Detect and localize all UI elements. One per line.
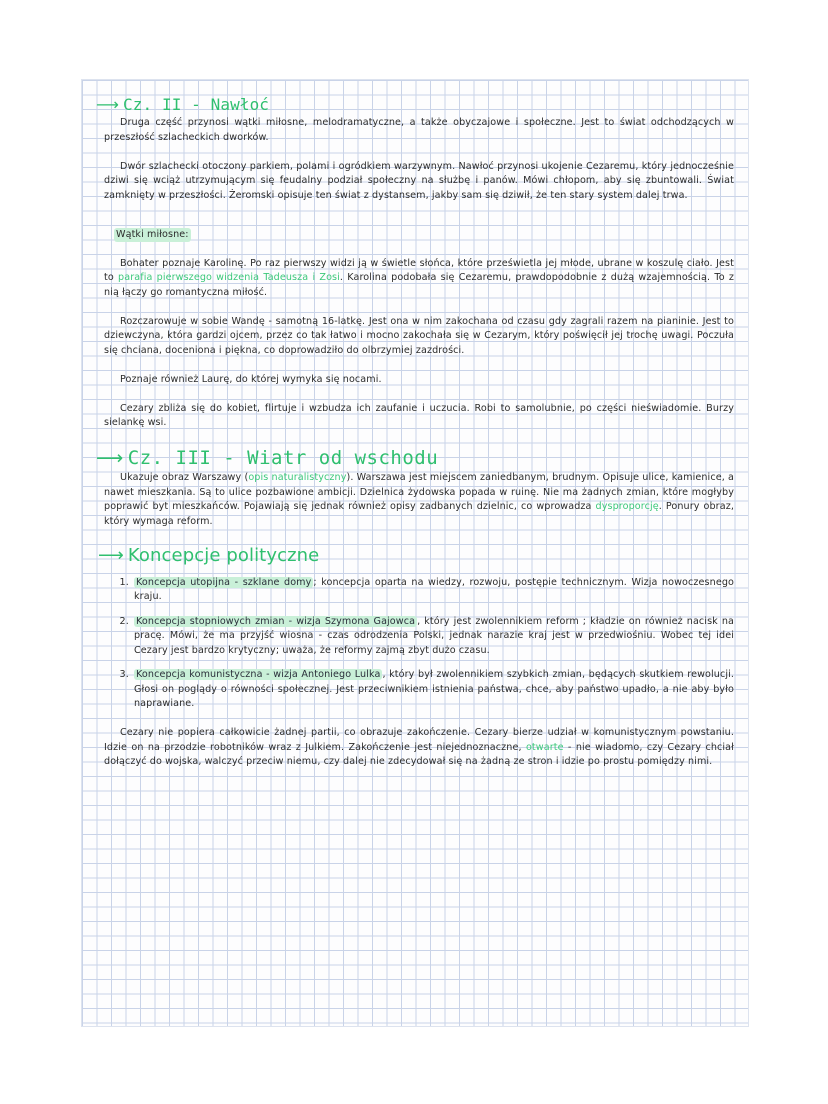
paragraph: Cezary nie popiera całkowicie żadnej partii, co obrazuje zakończenie. Cezary bierze udział w komunistycznym powstaniu. Idzie on na przodzie robotników wraz z Julkiem. Zakończenie jest niejednoznaczne, otwarte - nie wiadomo, czy Cezary chciał dołączyć do wojska, walczyć przeciw niemu, czy dalej nie zdecydował się na żadną ze stron i idzie po prostu pomiędzy nimi. <box>104 727 734 767</box>
paragraph: Cezary zbliża się do kobiet, flirtuje i wzbudza ich zaufanie i uczucia. Robi to samolubnie, po części nieświadomie. Burzy sielankę wsi. <box>104 402 734 428</box>
paragraph: Rozczarowuje w sobie Wandę - samotną 16-latkę. Jest ona w nim zakochana od czasu gdy zagrali razem na pianinie. Jest to dziewczyna, która gardzi ojcem, przez co tak łatwo i mocno zakochała się w Cezarym, który poświęcił jej trochę uwagi. Poczuła się chciana, doceniona i piękna, co doprowadziło do olbrzymiej zazdrości. <box>104 315 734 356</box>
concepts-list <box>104 576 734 712</box>
subheading-highlighted: Wątki miłosne: <box>114 228 191 243</box>
arrow-icon: ⟶ <box>96 446 124 469</box>
list-item: 3. Koncepcja komunistyczna - wizja Antoniego Lulka , który był zwolennikiem szybkich zmian, będących skutkiem rewolucji. Głosi on poglądy o równości społecznej. Jest przeciwnikiem istnienia państwa, chce, aby państwo upadło, a nie aby było naprawiane. <box>132 668 734 712</box>
notes-content <box>96 94 734 784</box>
section-title: Cz. II - Nawłoć <box>123 94 270 114</box>
paragraph: Dwór szlachecki otoczony parkiem, polami i ogródkiem warzywnym. Nawłoć przynosi ukojenie Cezaremu, który jednocześnie dziwi się wciąż utrzymującym się feudalny podział społeczny na służbę i panów. Mówi chłopom, aby się zbuntowali. Świat zamknięty w przeszłości. Żeromski opisuje ten świat z dystansem, jakby sam się dziwił, że ten stary system dalej trwa. <box>104 160 734 201</box>
highlighted-lead: Koncepcja stopniowych zmian - wizja Szymona Gajowca <box>136 615 416 627</box>
list-item: 1. Koncepcja utopijna - szklane domy ; koncepcja oparta na wiedzy, rozwoju, postępie technicznym. Wizja nowoczesnego kraju. <box>132 576 734 605</box>
section-heading-part3 <box>96 445 734 471</box>
highlighted-lead: Koncepcja utopijna - szklane domy <box>136 576 312 588</box>
section-title: Cz. III - Wiatr od wschodu <box>127 446 439 469</box>
green-annotation: parafia pierwszego widzenia Tadeusza i Zosi <box>118 272 340 283</box>
paragraph: Ukazuje obraz Warszawy (opis naturalistyczny). Warszawa jest miejscem zaniedbanym, brudnym. Opisuje ulice, kamienice, a nawet mieszkania. Są to ulice pozbawione ambicji. Dzielnica żydowska popada w ruinę. Nie ma żadnych zmian, które mogłyby poprawić byt mieszkańców. Pojawiają się jednak również opisy zadbanych dzielnic, co wprowadza dysproporcję. Ponury obraz, który wymaga reform. <box>104 472 734 527</box>
notebook-page <box>82 80 748 1026</box>
list-item: 2. Koncepcja stopniowych zmian - wizja Szymona Gajowca , który jest zwolennikiem reform ; kładzie on również nacisk na pracę. Mówi, że ma przyjść wiosna - czas odrodzenia Polski, jednak narazie kraj jest w przedwiośniu. Wobec tej idei Cezary jest bardzo krytyczny; uważa, że reformy zajmą zbyt dużo czasu. <box>132 615 734 659</box>
paragraph: Poznaje również Laurę, do której wymyka się nocami. <box>120 373 382 385</box>
paragraph: Bohater poznaje Karolinę. Po raz pierwszy widzi ją w świetle słońca, które prześwietla jej młode, ubrane w koszulę ciało. Jest to parafia pierwszego widzenia Tadeusza i Zosi. Karolina podobała się Cezaremu, prawdopodobnie z dużą wzajemnością. To z nią łączy go romantyczna miłość. <box>104 257 734 298</box>
green-annotation: opis naturalistyczny <box>248 472 347 483</box>
highlighted-lead: Koncepcja komunistyczna - wizja Antoniego Lulka <box>136 669 381 680</box>
paragraph: Druga część przynosi wątki miłosne, melodramatyczne, a także obyczajowe i społeczne. Jest to świat odchodzących w przeszłość szlacheckich dworków. <box>104 117 734 143</box>
green-annotation: otwarte <box>525 741 564 753</box>
section-title: Koncepcje polityczne <box>127 545 320 567</box>
green-annotation: dysproporcję <box>595 501 659 512</box>
section-heading-politics <box>98 544 734 570</box>
arrow-icon: ⟶ <box>98 545 124 567</box>
section-heading-part2 <box>96 94 734 116</box>
arrow-icon: ⟶ <box>96 94 120 114</box>
